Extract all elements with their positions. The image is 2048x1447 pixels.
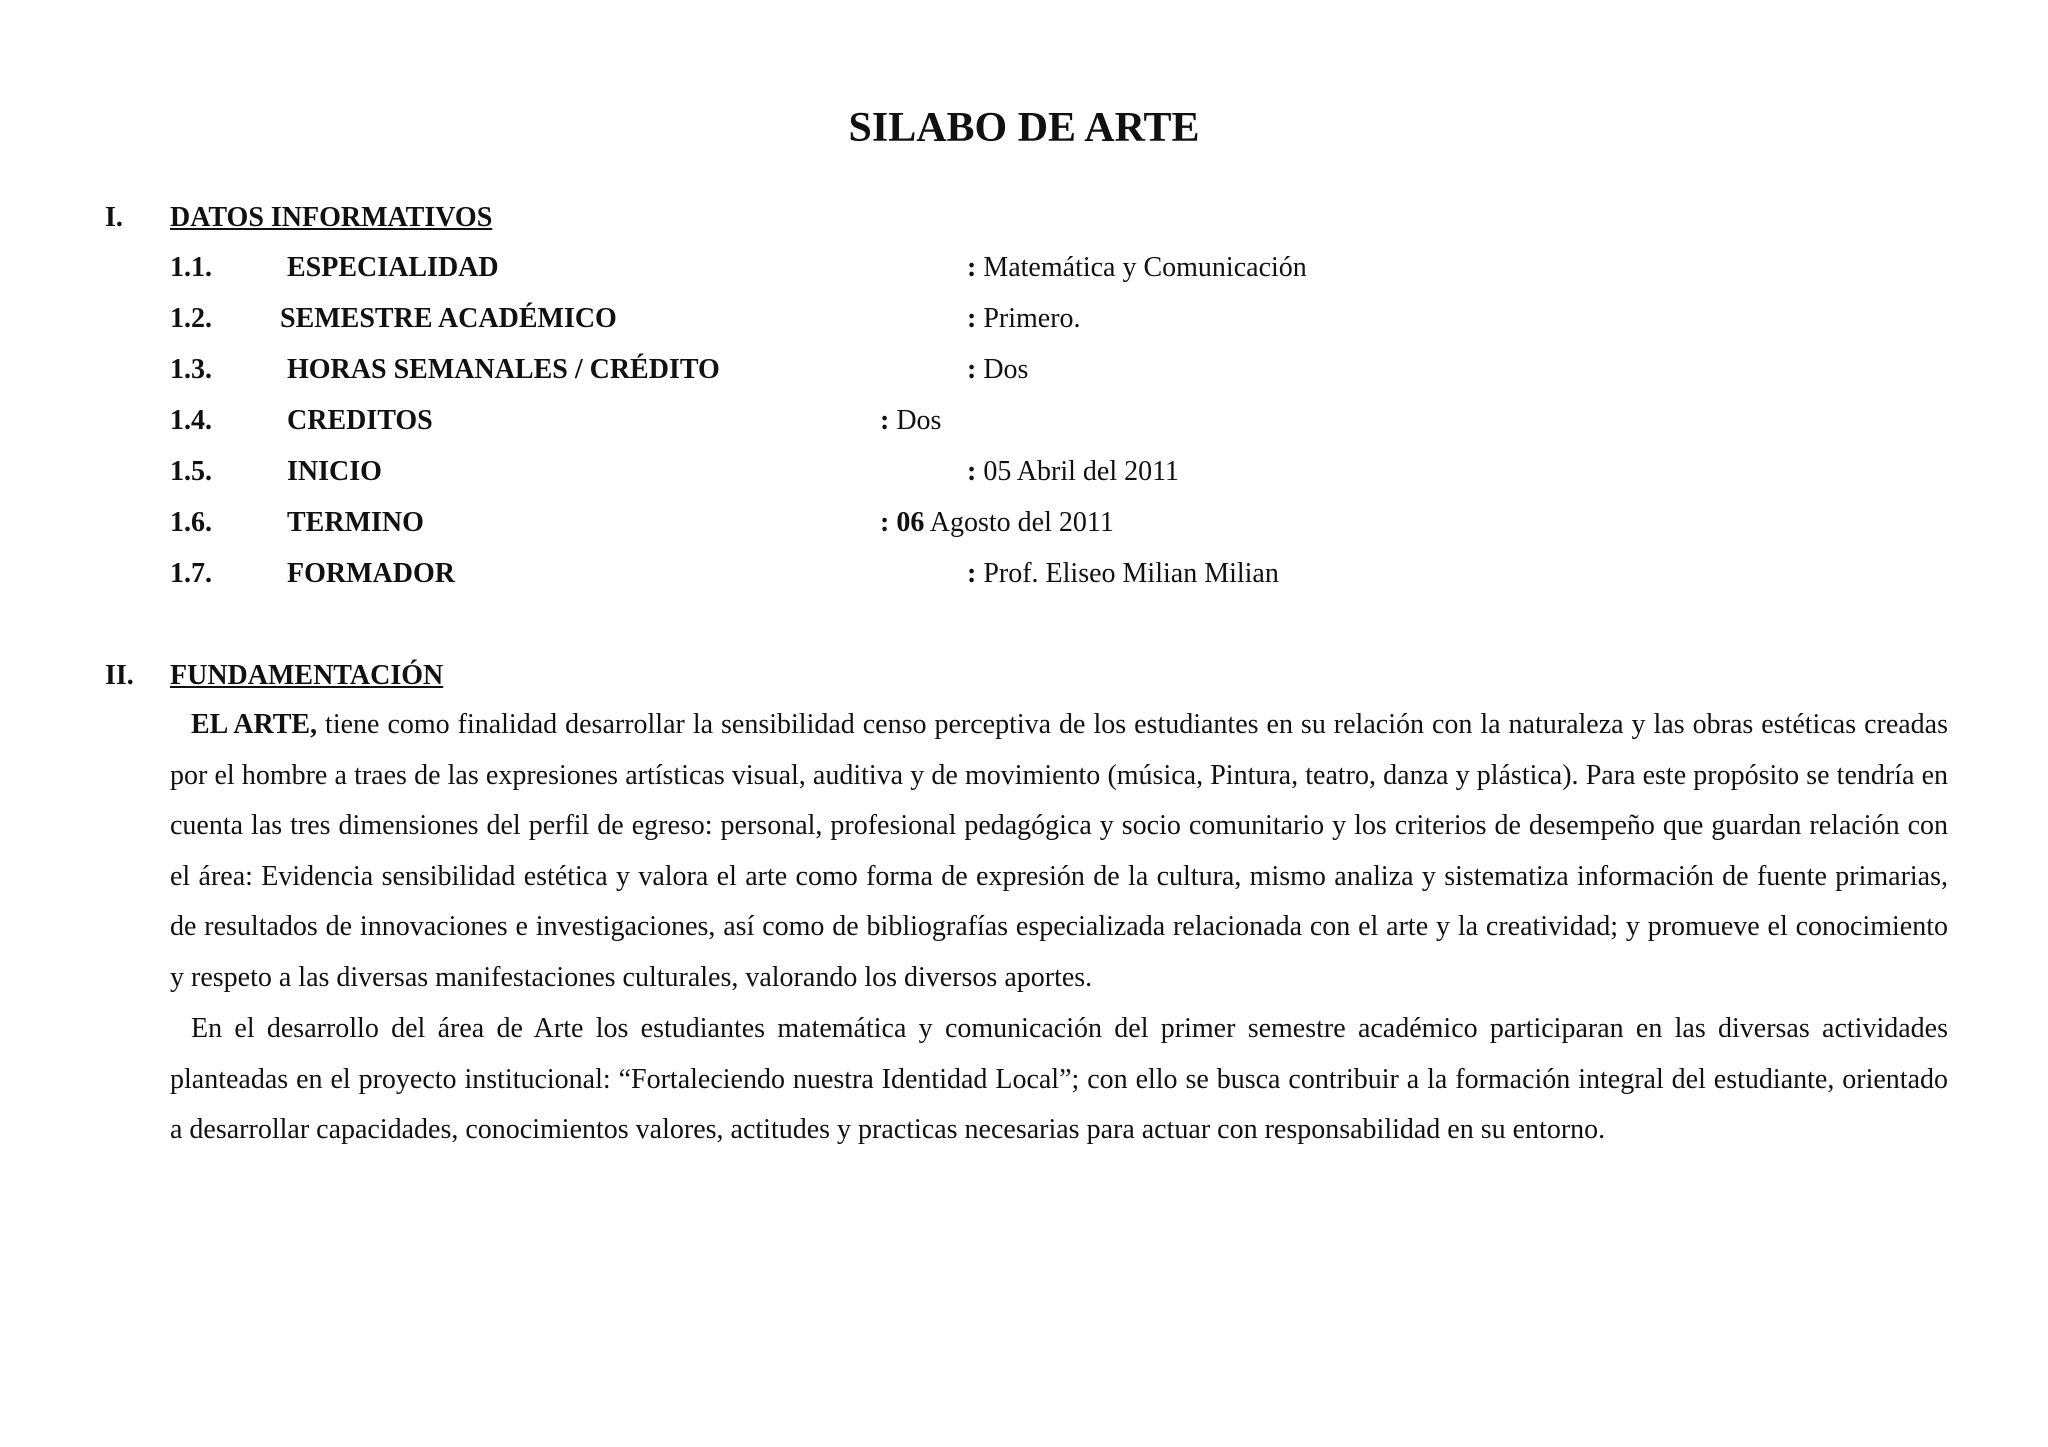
info-row-label: ESPECIALIDAD xyxy=(287,252,499,283)
info-row-number: 1.3. xyxy=(170,354,212,385)
info-row-horas xyxy=(0,352,2048,392)
info-row-creditos xyxy=(0,403,2048,443)
info-row-value-text: Primero. xyxy=(976,303,1081,334)
info-row-value xyxy=(967,301,1081,337)
info-row-value xyxy=(967,250,1307,286)
info-row-value-text: Agosto del 2011 xyxy=(924,507,1114,538)
info-row-colon: : xyxy=(967,252,977,283)
info-row-value-text: Prof. Eliseo Milian Milian xyxy=(976,558,1279,589)
info-row-colon: : xyxy=(880,405,890,436)
info-row-termino xyxy=(0,505,2048,545)
section-2-number: II. xyxy=(105,660,134,691)
paragraph-text: En el desarrollo del área de Arte los estudiantes matemática y comunicación del primer semestre académico participaran en las diversas actividades planteadas en el proyecto institucional: “Fortaleciendo nuestra Identidad Local”; con ello se busca contribuir a la formación integral del estudiante, orientado a desarrollar capacidades, conocimientos valores, actitudes y practicas necesarias para actuar con responsabilidad en su entorno. xyxy=(170,1013,1948,1146)
document-title: SILABO DE ARTE xyxy=(848,105,1200,151)
info-row-colon: : xyxy=(967,303,977,334)
info-row-formador xyxy=(0,556,2048,596)
info-row-colon: : xyxy=(967,558,977,589)
info-row-semestre xyxy=(0,301,2048,341)
section-1-number: I. xyxy=(105,202,123,233)
info-row-value xyxy=(967,556,1279,592)
info-row-especialidad xyxy=(0,250,2048,290)
info-row-colon: : xyxy=(880,507,890,538)
info-row-value xyxy=(967,454,1179,490)
info-row-value-text: Dos xyxy=(976,354,1029,385)
info-row-number: 1.4. xyxy=(170,405,212,436)
info-row-value-day: 06 xyxy=(889,507,925,538)
info-row-value xyxy=(880,505,1114,541)
info-row-label: CREDITOS xyxy=(287,405,433,436)
info-row-label: FORMADOR xyxy=(287,558,455,589)
info-row-label: HORAS SEMANALES / CRÉDITO xyxy=(287,354,720,385)
info-row-number: 1.2. xyxy=(170,303,212,334)
info-row-number: 1.5. xyxy=(170,456,212,487)
fundamentacion-paragraph-1 xyxy=(170,700,1948,1004)
info-row-label: SEMESTRE ACADÉMICO xyxy=(280,303,617,334)
info-row-colon: : xyxy=(967,456,977,487)
paragraph-lead: EL ARTE, xyxy=(191,709,318,740)
info-row-number: 1.7. xyxy=(170,558,212,589)
section-2-title: FUNDAMENTACIÓN xyxy=(170,660,444,691)
info-row-value-text: 05 Abril del 2011 xyxy=(976,456,1180,487)
info-row-value xyxy=(880,403,941,439)
paragraph-text: tiene como finalidad desarrollar la sensibilidad censo perceptiva de los estudiantes en su relación con la naturaleza y las obras estéticas creadas por el hombre a traes de las expresiones artísticas visual, auditiva y de movimiento (música, Pintura, teatro, danza y plástica). Para este propósito se tendría en cuenta las tres dimensiones del perfil de egreso: personal, profesional pedagógica y socio comunitario y los criterios de desempeño que guardan relación con el área: Evidencia sensibilidad estética y valora el arte como forma de expresión de la cultura, mismo analiza y sistematiza información de fuente primarias, de resultados de innovaciones e investigaciones, así como de bibliografías especializada relacionada con el arte y la creatividad; y promueve el conocimiento y respeto a las diversas manifestaciones culturales, valorando los diversos aportes. xyxy=(170,709,1949,993)
info-row-number: 1.6. xyxy=(170,507,212,538)
fundamentacion-paragraph-2 xyxy=(170,1004,1948,1156)
section-1-title: DATOS INFORMATIVOS xyxy=(170,202,493,233)
info-row-value-text: Dos xyxy=(889,405,942,436)
info-row-label: INICIO xyxy=(287,456,382,487)
info-row-number: 1.1. xyxy=(170,252,212,283)
info-row-value xyxy=(967,352,1028,388)
info-row-colon: : xyxy=(967,354,977,385)
info-row-value-text: Matemática y Comunicación xyxy=(976,252,1307,283)
info-row-inicio xyxy=(0,454,2048,494)
info-row-label: TERMINO xyxy=(287,507,424,538)
